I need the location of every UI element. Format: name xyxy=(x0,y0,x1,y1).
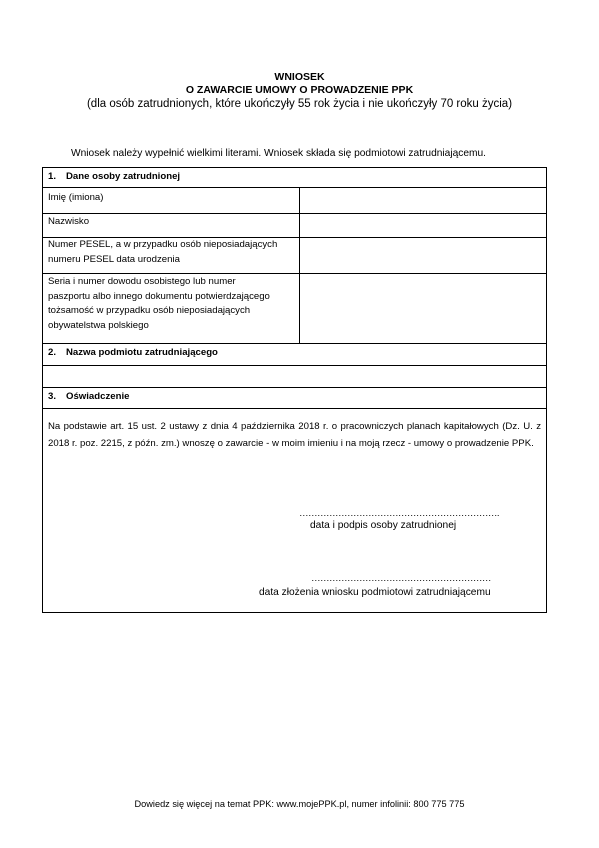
id-document-entry[interactable] xyxy=(300,274,546,343)
signature-caption: data i podpis osoby zatrudnionej xyxy=(310,520,457,531)
surname-entry[interactable] xyxy=(300,214,546,237)
instruction-text: Wniosek należy wypełnić wielkimi literami. Wniosek składa się podmiotowi zatrudniającemu. xyxy=(71,148,487,159)
section-3-header: 3. Oświadczenie xyxy=(48,391,130,402)
section-2-header: 2. Nazwa podmiotu zatrudniającego xyxy=(48,347,218,358)
document-title-subject: O ZAWARCIE UMOWY O PROWADZENIE PPK xyxy=(185,84,414,96)
field-label-first-names: Imię (imiona) xyxy=(48,192,104,203)
employer-name-entry[interactable] xyxy=(43,366,546,387)
document-title: WNIOSEK xyxy=(274,71,325,83)
footer-info: Dowiedz się więcej na temat PPK: www.mojePPK.pl, numer infolinii: 800 775 775 xyxy=(134,799,465,809)
document-subtitle: (dla osób zatrudnionych, które ukończyły 55 rok życia i nie ukończyły 70 roku życia) xyxy=(86,98,513,110)
section-1-header: 1. Dane osoby zatrudnionej xyxy=(48,171,181,182)
field-label-id-document: Seria i numer dowodu osobistego lub numer paszportu albo innego dokumentu potwierdzającego tożsamość w przypadku osób nieposiadających obywatelstwa polskiego xyxy=(48,276,270,331)
row-divider xyxy=(43,408,546,409)
submission-date-caption: data złożenia wniosku podmiotowi zatrudniającemu xyxy=(259,587,491,598)
application-form xyxy=(42,167,547,613)
row-divider xyxy=(43,343,546,344)
field-label-pesel: Numer PESEL, a w przypadku osób nieposiadających numeru PESEL data urodzenia xyxy=(48,239,278,265)
signature-line[interactable]: …………………………………………………………. xyxy=(299,508,499,519)
field-label-surname: Nazwisko xyxy=(48,216,90,227)
pesel-entry[interactable] xyxy=(300,238,546,273)
submission-date-line[interactable]: …………………………………………………… xyxy=(311,573,491,584)
first-names-entry[interactable] xyxy=(300,188,546,213)
row-divider xyxy=(43,387,546,388)
declaration-text: Na podstawie art. 15 ust. 2 ustawy z dnia 4 października 2018 r. o pracowniczych planach kapitałowych (Dz. U. z 2018 r. poz. 2215, z późn. zm.) wnoszę o zawarcie - w moim imieniu i na moją rzecz - umowy o prowadzenie PPK. xyxy=(48,421,541,449)
